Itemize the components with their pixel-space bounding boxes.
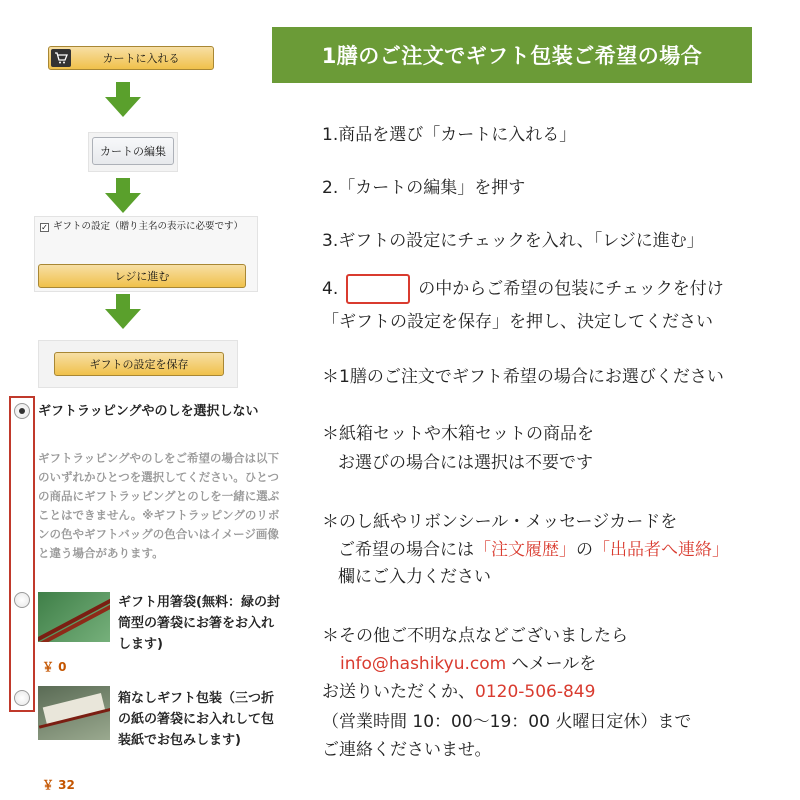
checkout-button[interactable]: [38, 264, 246, 288]
add-to-cart-label: カートに入れる: [102, 52, 180, 65]
contact-seller-link: 「出品者へ連絡」: [593, 540, 729, 560]
cart-icon: [51, 49, 71, 67]
option-title-gift-wrap: 箱なしギフト包装（三つ折の紙の箸袋にお入れして包装紙でお包みします): [118, 691, 275, 748]
option-description: ギフトラッピングやのしをご希望の場合は以下のいずれかひとつを選択してください。ひとつの商品にギフトラッピングとのしを一緒に選ぶことはできません。※ギフトラッピングのリボンの色やギフトバッグの色合いはイメージ画像と違う場合があります。: [38, 451, 280, 560]
arrow-down-icon: [103, 82, 143, 118]
email-link[interactable]: info@hashikyu.com: [340, 654, 507, 674]
step-4-line2: 「ギフトの設定を保存」を押し、決定してください: [322, 312, 713, 332]
note-4-line1: ＊その他ご不明な点などございましたら: [322, 626, 628, 646]
edit-cart-label: カートの編集: [100, 145, 166, 158]
red-box-marker: [346, 274, 410, 304]
step-4-prefix: 4.: [322, 279, 339, 299]
save-gift-settings-button[interactable]: [54, 352, 224, 376]
option-title-none: ギフトラッピングやのしを選択しない: [38, 404, 259, 419]
option-price-gift-wrap: ￥ 32: [42, 778, 75, 792]
gift-checkbox[interactable]: ✓: [41, 223, 48, 232]
note-2-line1: ＊紙箱セットや木箱セットの商品を: [322, 424, 594, 444]
save-gift-label: ギフトの設定を保存: [89, 358, 189, 371]
options-highlight-box: [9, 396, 35, 712]
step-4: [322, 274, 724, 304]
gift-wrap-thumbnail: [38, 686, 110, 740]
note-4-line4: （営業時間 10：00～19：00 火曜日定休）まで: [322, 712, 692, 732]
gift-checkbox-label: ギフトの設定（贈り主名の表示に必要です）: [53, 221, 244, 232]
gift-checkbox-row[interactable]: [40, 220, 250, 233]
guide-header: 1膳のご注文でギフト包装ご希望の場合: [272, 27, 752, 83]
email-suffix: へメールを: [506, 654, 597, 674]
option-radio-gift-wrap[interactable]: [14, 690, 30, 706]
step-3: 3.ギフトの設定にチェックを入れ、「レジに進む」: [322, 231, 704, 251]
note-4-line2: [340, 650, 596, 679]
note-4-line5: ご連絡くださいませ。: [322, 740, 492, 760]
note-2-line2: お選びの場合には選択は不要です: [338, 453, 593, 473]
option-title-chopstick-sleeve: ギフト用箸袋(無料：緑の封筒型の箸袋にお箸をお入れします): [118, 595, 280, 652]
step-2: 2.「カートの編集」を押す: [322, 178, 526, 198]
phone-number: 0120-506-849: [475, 682, 596, 702]
note-3-connector: の: [576, 540, 593, 560]
step-1: 1.商品を選び「カートに入れる」: [322, 125, 577, 145]
note-4-text: お送りいただくか、: [322, 682, 475, 702]
option-radio-chopstick-sleeve[interactable]: [14, 592, 30, 608]
edit-cart-button[interactable]: [92, 137, 174, 165]
option-price-chopstick-sleeve: ￥ 0: [42, 660, 67, 674]
checkout-label: レジに進む: [114, 270, 170, 283]
arrow-down-icon: [103, 294, 143, 330]
order-history-link: 「注文履歴」: [474, 540, 576, 560]
note-3-line2: [338, 536, 729, 565]
option-radio-none[interactable]: [14, 403, 30, 419]
chopstick-sleeve-thumbnail: [38, 592, 110, 642]
note-3-line3: 欄にご入力ください: [338, 567, 491, 587]
note-3-text: ご希望の場合には: [338, 540, 474, 560]
step-4-suffix: の中からご希望の包装にチェックを付け: [418, 279, 724, 299]
add-to-cart-button[interactable]: [48, 46, 214, 70]
note-4-line3: [322, 678, 595, 707]
arrow-down-icon: [103, 178, 143, 214]
note-1: ＊1膳のご注文でギフト希望の場合にお選びください: [322, 367, 724, 387]
note-3-line1: ＊のし紙やリボンシール・メッセージカードを: [322, 512, 678, 532]
